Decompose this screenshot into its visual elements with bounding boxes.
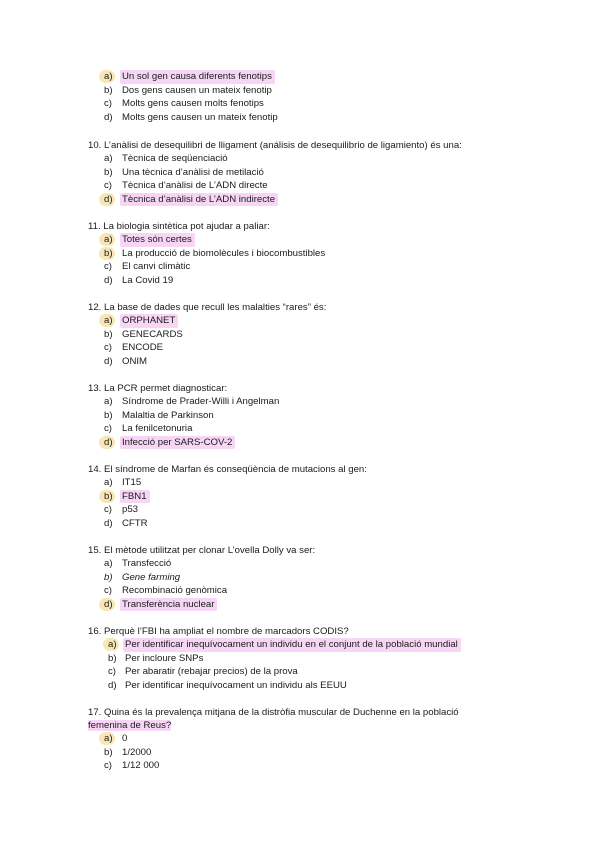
question-14 — [88, 463, 508, 530]
option-11a: a) Totes són certes — [88, 233, 508, 247]
option-15a: a) Transfecció — [104, 558, 172, 569]
option-14b: b) FBN1 — [88, 490, 508, 504]
question-text-line1: 17. Quina és la prevalença mitjana de la distròfia muscular de Duchenne en la població — [88, 707, 459, 718]
question-10 — [88, 139, 508, 206]
option-15c: c) Recombinació genòmica — [104, 585, 228, 597]
question-17 — [88, 706, 508, 773]
option-16b: b) Per incloure SNPs — [108, 652, 204, 664]
question-text: 13. La PCR permet diagnosticar: — [88, 383, 228, 394]
option-15d: d) Transferència nuclear — [88, 598, 508, 612]
option-16d: d) Per identificar inequívocament un individu als EEUU — [108, 679, 347, 691]
option-17a: a) 0 — [104, 733, 128, 744]
option-9a: a) Un sol gen causa diferents fenotips — [88, 70, 508, 84]
option-17b: b) 1/2000 — [104, 746, 152, 758]
question-text: 10. L’anàlisi de desequilibri de lligament (análisis de desequilibrio de ligamiento) és una: — [88, 140, 462, 151]
option-text: Molts gens causen molts fenotips — [122, 98, 264, 110]
option-11c: c) El canvi climàtic — [104, 261, 191, 273]
option-text: Un sol gen causa diferents fenotips — [120, 70, 275, 84]
option-text: Molts gens causen un mateix fenotip — [122, 111, 278, 123]
question-text: 11. La biologia sintètica pot ajudar a paliar: — [88, 221, 270, 232]
option-15b: b) Gene farming — [104, 571, 181, 583]
option-11b: b) La producció de biomolècules i biocombustibles — [104, 247, 326, 259]
option-12b: b) GENECARDS — [104, 328, 183, 340]
option-10c: c) Tècnica d’anàlisi de L’ADN directe — [104, 180, 268, 192]
option-17c: c) 1/12 000 — [104, 760, 160, 772]
option-10b: b) Una tècnica d’anàlisi de metilació — [104, 166, 264, 178]
option-9b: b) Dos gens causen un mateix fenotip — [104, 84, 272, 96]
option-13c: c) La fenilcetonuria — [104, 423, 193, 435]
question-text: 16. Perquè l’FBI ha ampliat el nombre de marcadors CODIS? — [88, 626, 349, 637]
option-14d: d) CFTR — [104, 517, 148, 529]
option-10a: a) Tècnica de seqüenciació — [104, 153, 228, 164]
question-12 — [88, 301, 508, 368]
option-12a: a) ORPHANET — [88, 314, 508, 328]
option-13d: d) Infecció per SARS-COV-2 — [88, 436, 508, 450]
option-14c: c) p53 — [104, 504, 139, 516]
question-13 — [88, 382, 508, 449]
question-15 — [88, 544, 508, 611]
option-12d: d) ONIM — [104, 355, 148, 367]
question-text-line2: femenina de Reus? — [88, 720, 172, 731]
option-11d: d) La Covid 19 — [104, 274, 174, 286]
option-16c: c) Per abaratir (rebajar precios) de la prova — [108, 666, 298, 678]
option-13b: b) Malaltia de Parkinson — [104, 409, 214, 421]
option-12c: c) ENCODE — [104, 342, 164, 354]
option-9d: d) Molts gens causen un mateix fenotip — [104, 111, 278, 123]
option-text: Dos gens causen un mateix fenotip — [122, 84, 272, 96]
option-10d: d) Tècnica d’anàlisi de L’ADN indirecte — [88, 193, 508, 207]
option-13a: a) Síndrome de Prader-Willi i Angelman — [104, 396, 280, 407]
option-14a: a) IT15 — [104, 477, 142, 488]
question-text: 14. El síndrome de Marfan és conseqüència de mutacions al gen: — [88, 464, 367, 475]
question-text: 12. La base de dades que recull les malalties “rares” és: — [88, 302, 327, 313]
option-16a: a) Per identificar inequívocament un individu en el conjunt de la població mundial — [88, 638, 508, 652]
option-9c: c) Molts gens causen molts fenotips — [104, 98, 264, 110]
question-11 — [88, 220, 508, 287]
question-text: 15. El mètode utilitzat per clonar L’ovella Dolly va ser: — [88, 545, 316, 556]
question-16 — [88, 625, 508, 692]
question-9 — [88, 70, 508, 124]
